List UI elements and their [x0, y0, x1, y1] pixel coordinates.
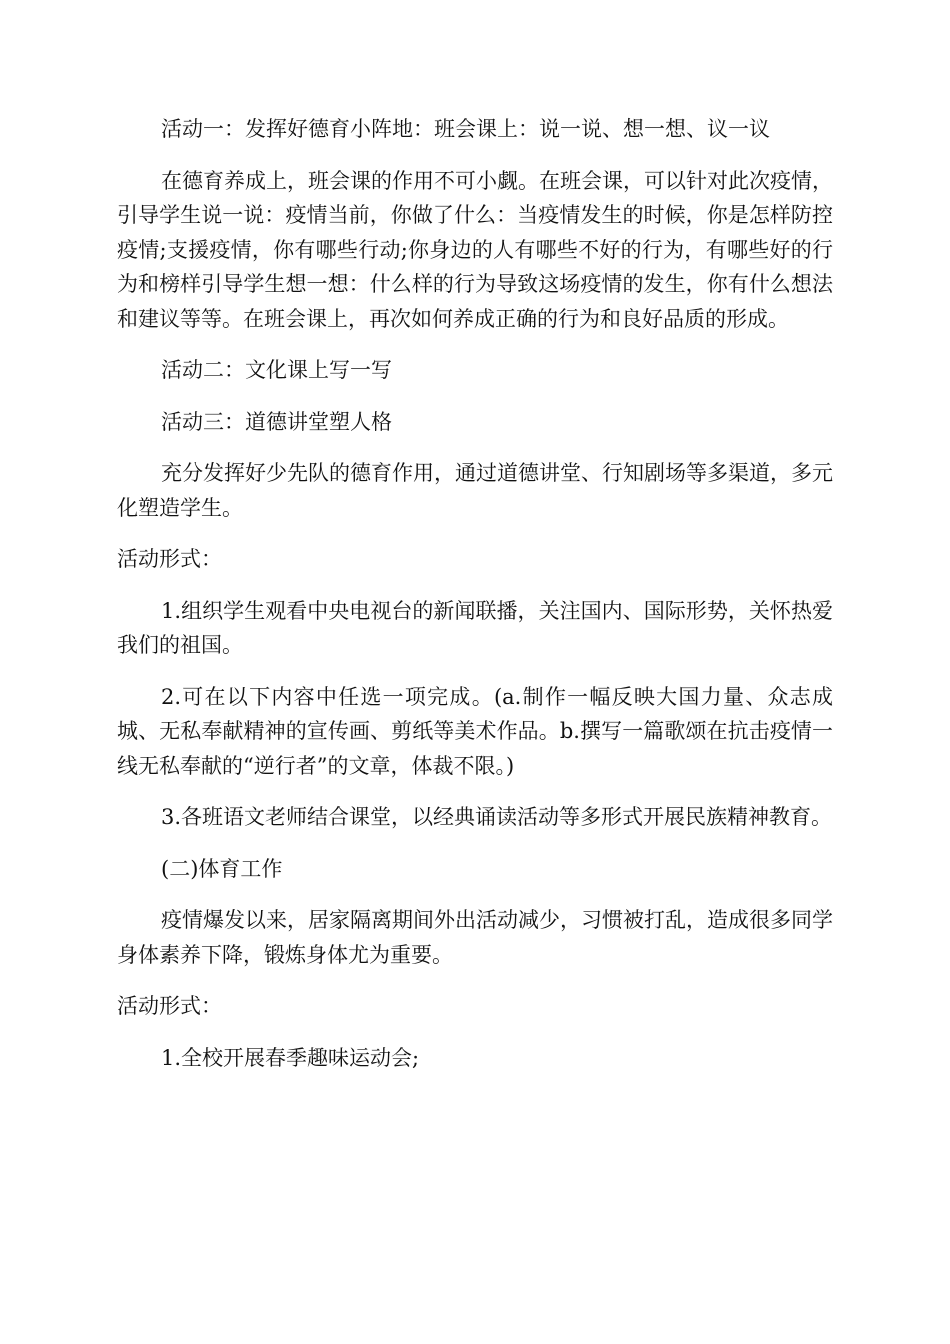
activity-two-title: 活动二：文化课上写一写: [161, 358, 392, 382]
document-page: [117, 112, 833, 1092]
activity-three-title: 活动三：道德讲堂塑人格: [161, 409, 392, 434]
activity-form-heading: 活动形式：: [117, 547, 222, 571]
pioneers-paragraph: 充分发挥好少先队的德育作用，通过道德讲堂、行知剧场等多渠道，多元化塑造学生。: [117, 461, 833, 520]
activity-form-heading: 活动形式：: [117, 994, 222, 1018]
activity-one-title: 活动一：发挥好德育小阵地：班会课上：说一说、想一想、议一议: [161, 117, 770, 141]
pe-work-heading: (二)体育工作: [161, 856, 283, 881]
pe-paragraph: 疫情爆发以来，居家隔离期间外出活动减少，习惯被打乱，造成很多同学身体素养下降，锻炼身体尤为重要。: [117, 908, 833, 967]
list-item: 1.全校开展春季趣味运动会;: [161, 1045, 420, 1070]
list-item: 2.可在以下内容中任选一项完成。(a.制作一幅反映大国力量、众志成城、无私奉献精神的宣传画、剪纸等美术作品。b.撰写一篇歌颂在抗击疫情一线无私奉献的“逆行者”的文章，体裁不限。): [117, 684, 833, 778]
list-item: 1.组织学生观看中央电视台的新闻联播，关注国内、国际形势，关怀热爱我们的祖国。: [117, 598, 833, 657]
list-item: 3.各班语文老师结合课堂，以经典诵读活动等多形式开展民族精神教育。: [161, 805, 833, 829]
class-meeting-paragraph: 在德育养成上，班会课的作用不可小觑。在班会课，可以针对此次疫情，引导学生说一说：疫情当前，你做了什么：当疫情发生的时候，你是怎样防控疫情;支援疫情，你有哪些行动;你身边的人有哪些不好的行为，有哪些好的行为和榜样引导学生想一想：什么样的行为导致这场疫情的发生，你有什么想法和建议等等。在班会课上，再次如何养成正确的行为和良好品质的形成。: [117, 168, 833, 331]
